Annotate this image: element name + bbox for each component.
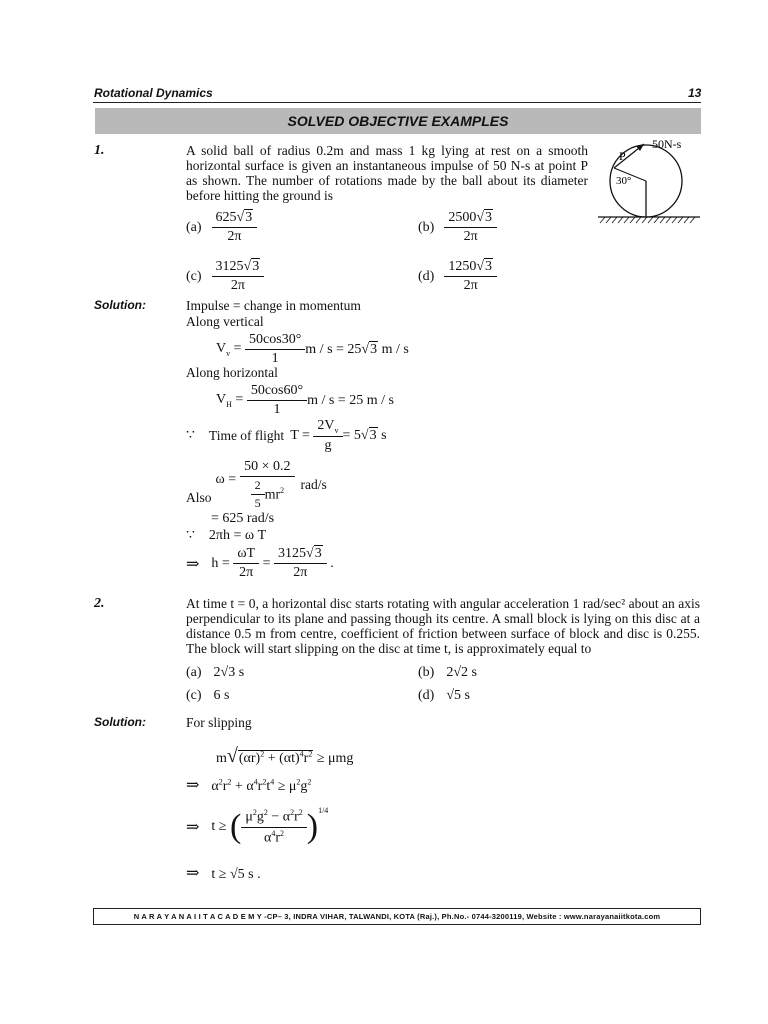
- solution-2-label: Solution:: [94, 715, 146, 729]
- q2-option-c: (c) 6 s: [186, 688, 230, 703]
- relation-eq: ∵ 2πh = ω T: [186, 528, 267, 543]
- height-eq: ⇒ h = $\frac{\omega T}{2\pi}$ = $\frac{3125√3}{2\pi}$ .: [186, 546, 334, 580]
- header-rule: [93, 102, 701, 103]
- solution-1-label: Solution:: [94, 298, 146, 312]
- question-2-number: 2.: [94, 596, 105, 611]
- chapter-title: Rotational Dynamics: [94, 86, 213, 100]
- squared-eq: ⇒ $\alpha^2r^2 + \alpha^4r^2t^4 \ge \mu^2g^2$: [186, 777, 312, 794]
- q1-option-b: (b) $\frac{2500√3}{2\pi}$: [418, 210, 497, 245]
- angle-label: 30°: [616, 175, 632, 187]
- q1-option-d: (d) $\frac{1250√3}{2\pi}$: [418, 259, 497, 294]
- section-banner: SOLVED OBJECTIVE EXAMPLES: [95, 108, 701, 134]
- horizontal-velocity-eq: $V_H$ = $\frac{50\cos 60^\circ}{1}$ m / s = 25 m / s: [216, 383, 394, 417]
- q1-option-a: (a) $\frac{625√3}{2\pi}$: [186, 210, 257, 245]
- question-1-text: A solid ball of radius 0.2m and mass 1 kg lying at rest on a smooth horizontal surface is given an instantaneous impulse of 50 N-s at point P as shown. The number of rotations made by the ball about its diameter before hitting the ground is: [186, 143, 588, 203]
- time-of-flight-eq: ∵ Time of flight T = $\frac{2V_v}{g}$ = 5 √3 s: [186, 418, 387, 453]
- sol1-line2: Along vertical: [186, 314, 264, 329]
- question-1-number: 1.: [94, 143, 105, 158]
- q2-option-d: (d) √5 s: [418, 688, 470, 703]
- sol1-line1: Impulse = change in momentum: [186, 298, 361, 313]
- ball-impulse-figure: [596, 136, 706, 228]
- ground-hatching: [600, 217, 695, 223]
- omega-eq: Also ω = 50 × 0.2 $\frac{2}{5}$ $mr^2$ rad/s: [186, 459, 327, 510]
- footer-bar: N A R A Y A N A I I T A C A D E M Y -CP– 3, INDRA VIHAR, TALWANDI, KOTA (Raj.), Ph.No.- 0744-3200119, Website : www.narayanaiitkota.com: [93, 908, 701, 925]
- sol1-line3: Along horizontal: [186, 365, 278, 380]
- q2-option-b: (b) 2√2 s: [418, 665, 477, 680]
- vertical-velocity-eq: $V_v$ = $\frac{50\cos 30^\circ}{1}$ m / s = 25 √3 m / s: [216, 332, 409, 366]
- q2-option-a: (a) 2√3 s: [186, 665, 245, 680]
- sol2-line1: For slipping: [186, 715, 252, 730]
- page-number: 13: [688, 86, 702, 100]
- final-answer: ⇒ t ≥ √5 s .: [186, 865, 261, 882]
- slip-condition-eq: $m√(\alpha r)^2 + (\alpha t)^4r^2 \ge \mu mg$: [216, 745, 354, 767]
- question-2-text: At time t = 0, a horizontal disc starts rotating with angular acceleration 1 rad/sec² about an axis perpendicular to its plane and passing though its centre. A small block is lying on this disc at a distance 0.5 m from centre, coefficient of friction between surface of block and disc is 0.255. The block will start slipping on the disc at time t, is approximately equal to: [186, 596, 700, 656]
- time-bound-eq: ⇒ t ≥ ( $\frac{\mu^2g^2 - \alpha^2r^2}{\alpha^4r^2}$ ) 1/4: [186, 806, 329, 846]
- q1-option-c: (c) $\frac{3125√3}{2\pi}$: [186, 259, 264, 294]
- force-label: 50N-s: [652, 137, 682, 151]
- point-p-label: P: [619, 149, 626, 163]
- omega-value: = 625 rad/s: [211, 511, 275, 526]
